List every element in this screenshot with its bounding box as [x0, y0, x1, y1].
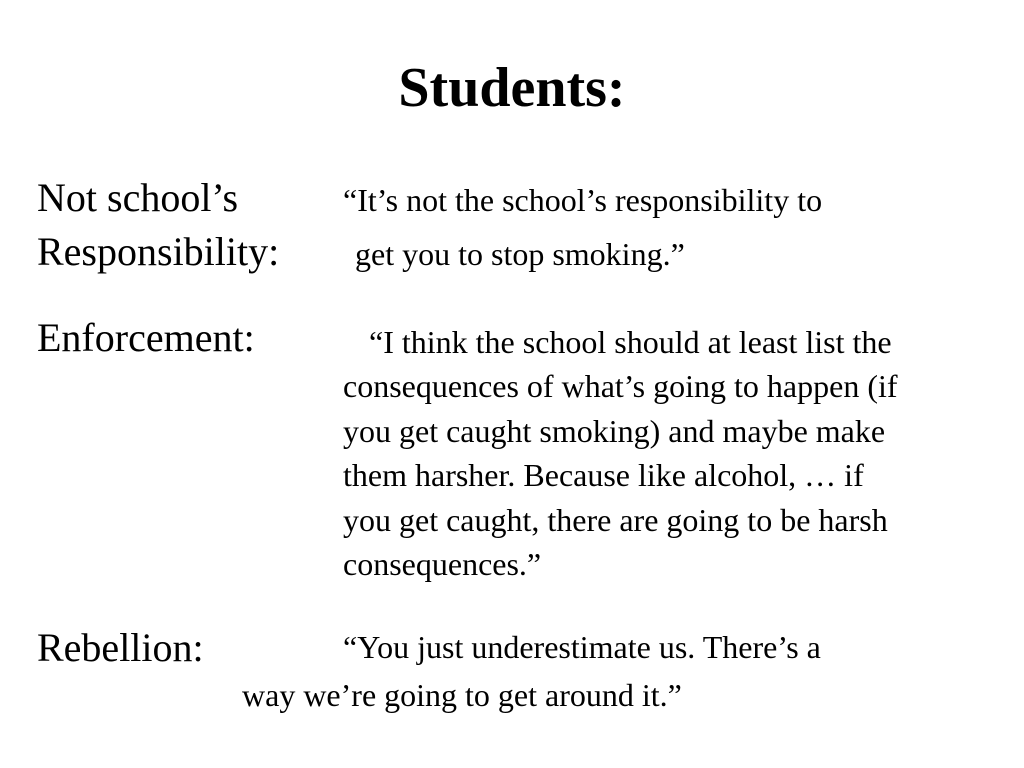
quote-enforcement-line-6: consequences.”: [343, 546, 542, 583]
quote-rebellion-line-1: “You just underestimate us. There’s a: [343, 629, 821, 665]
quote-enforcement-line-3: you get caught smoking) and maybe make: [343, 412, 886, 449]
section-label-enforcement: Enforcement:: [37, 315, 255, 360]
section-label-not-schools-responsibility-line-2: Responsibility:: [37, 229, 280, 274]
quote-enforcement-line-5: you get caught, there are going to be harsh: [343, 501, 888, 538]
quote-enforcement-line-1: “I think the school should at least list the: [369, 324, 892, 360]
quote-enforcement-line-2: consequences of what’s going to happen (if: [343, 368, 898, 405]
quote-enforcement-line-4: them harsher. Because like alcohol, … if: [343, 457, 864, 494]
quote-enforcement: [343, 320, 898, 587]
slide-title: Students:: [398, 57, 626, 119]
section-label-rebellion: Rebellion:: [37, 625, 204, 670]
section-label-not-schools-responsibility-line-1: Not school’s: [37, 175, 239, 220]
quote-not-schools-responsibility-line-2: get you to stop smoking.”: [355, 236, 685, 272]
quote-rebellion-line-2: way we’re going to get around it.”: [242, 677, 682, 713]
quote-not-schools-responsibility-line-1: “It’s not the school’s responsibility to: [343, 182, 823, 218]
